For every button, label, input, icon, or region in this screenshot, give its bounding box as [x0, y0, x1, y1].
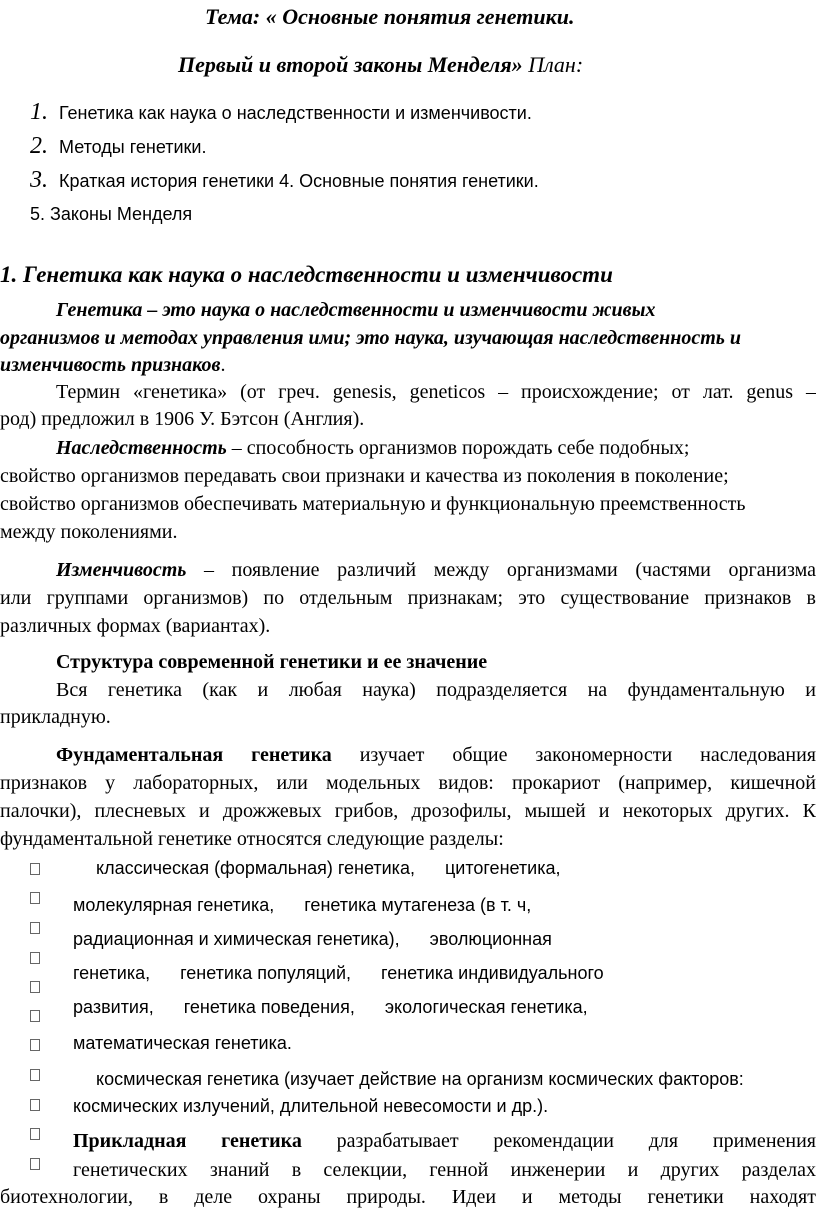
list-line: классическая (формальная) генетика, цитогенетика, [96, 858, 561, 878]
bullet-box-icon [30, 1010, 40, 1022]
page-subtitle [178, 52, 583, 78]
variability-term: Изменчивость [56, 559, 187, 581]
applied-line: биотехнологии, в деле охраны природы. Идеи и методы генетики находят [0, 1186, 816, 1208]
list-line: развития, генетика поведения, экологическая генетика, [73, 997, 588, 1017]
fundamental-term: Фундаментальная генетика [56, 744, 332, 766]
plan-item-1 [30, 99, 532, 126]
bullet-box-icon [30, 952, 40, 964]
fundamental-text: изучает общие закономерности наследования [331, 744, 816, 766]
term-line: Термин «генетика» (от греч. genesis, geneticos – происхождение; от лат. genus – [56, 381, 816, 403]
section-heading: 1. Генетика как наука о наследственности и изменчивости [0, 262, 613, 287]
heredity-line [56, 437, 689, 460]
structure-line: прикладную. [0, 706, 111, 728]
plan-text: Генетика как наука о наследственности и изменчивости. [59, 103, 532, 123]
list-line: космических излучений, длительной невесомости и др.). [73, 1096, 549, 1116]
definition-text: изменчивость признаков [0, 354, 221, 376]
heredity-line: свойство организмов обеспечивать материальную и функциональную преемственность [0, 493, 746, 515]
variability-line: различных формах (вариантах). [0, 615, 271, 637]
definition-end: . [220, 354, 226, 376]
plan-label: План: [528, 52, 584, 77]
plan-text: Методы генетики. [59, 137, 207, 157]
heredity-line: свойство организмов передавать свои признаки и качества из поколения в поколение; [0, 465, 729, 487]
bullet-box-icon [30, 1099, 40, 1111]
definition-line [0, 354, 225, 377]
bullet-box-icon [30, 1069, 40, 1081]
list-line: радиационная и химическая генетика), эволюционная [73, 929, 552, 949]
structure-line: Вся генетика (как и любая наука) подразделяется на фундаментальную и [56, 679, 816, 701]
fundamental-line: палочки), плесневых и дрожжевых грибов, дрозофилы, мышей и некоторых других. К [0, 800, 816, 822]
plan-number: 2. [30, 133, 48, 159]
variability-text: – появление различий между организмами (частями организма [186, 559, 816, 581]
applied-line [73, 1130, 816, 1153]
list-line: генетика, генетика популяций, генетика индивидуального [73, 963, 604, 983]
applied-term: Прикладная генетика [73, 1130, 302, 1152]
definition-line: организмов и методах управления ими; это наука, изучающая наследственность и [0, 327, 742, 349]
list-line: математическая генетика. [73, 1033, 292, 1053]
plan-text: Краткая история генетики 4. Основные понятия генетики. [59, 171, 539, 191]
list-line: космическая генетика (изучает действие на организм космических факторов: [96, 1069, 744, 1089]
bullet-box-icon [30, 981, 40, 993]
fundamental-line: признаков у лабораторных, или модельных видов: прокариот (например, кишечной [0, 772, 816, 794]
plan-number: 3. [30, 167, 48, 193]
fundamental-line [56, 744, 816, 767]
variability-line: или группами организмов) по отдельным признакам; это существование признаков в [0, 587, 816, 609]
bullet-box-icon [30, 922, 40, 934]
list-line: молекулярная генетика, генетика мутагенеза (в т. ч, [73, 895, 532, 915]
plan-item-5: 5. Законы Менделя [30, 204, 193, 224]
heredity-term: Наследственность [56, 437, 227, 459]
subtitle-text: Первый и второй законы Менделя» [178, 52, 523, 77]
definition-line: Генетика – это наука о наследственности и изменчивости живых [56, 299, 656, 321]
plan-number: 1. [30, 99, 48, 125]
heredity-line: между поколениями. [0, 521, 178, 543]
applied-text: разрабатывает рекомендации для применения [301, 1130, 816, 1152]
bullet-box-icon [30, 1128, 40, 1140]
bullet-box-icon [30, 1158, 40, 1170]
applied-line: генетических знаний в селекции, генной инженерии и других разделах [73, 1159, 816, 1181]
heredity-text: – способность организмов порождать себе подобных; [226, 437, 690, 459]
bullet-box-icon [30, 1039, 40, 1051]
variability-line [56, 559, 816, 582]
bullet-box-icon [30, 863, 40, 875]
plan-item-3 [30, 167, 539, 194]
fundamental-line: фундаментальной генетике относятся следующие разделы: [0, 828, 504, 850]
structure-heading: Структура современной генетики и ее значение [56, 651, 488, 673]
page-title: Тема: « Основные понятия генетики. [205, 4, 575, 29]
bullet-box-icon [30, 892, 40, 904]
term-line: род) предложил в 1906 У. Бэтсон (Англия). [0, 408, 365, 430]
plan-item-2 [30, 133, 206, 160]
